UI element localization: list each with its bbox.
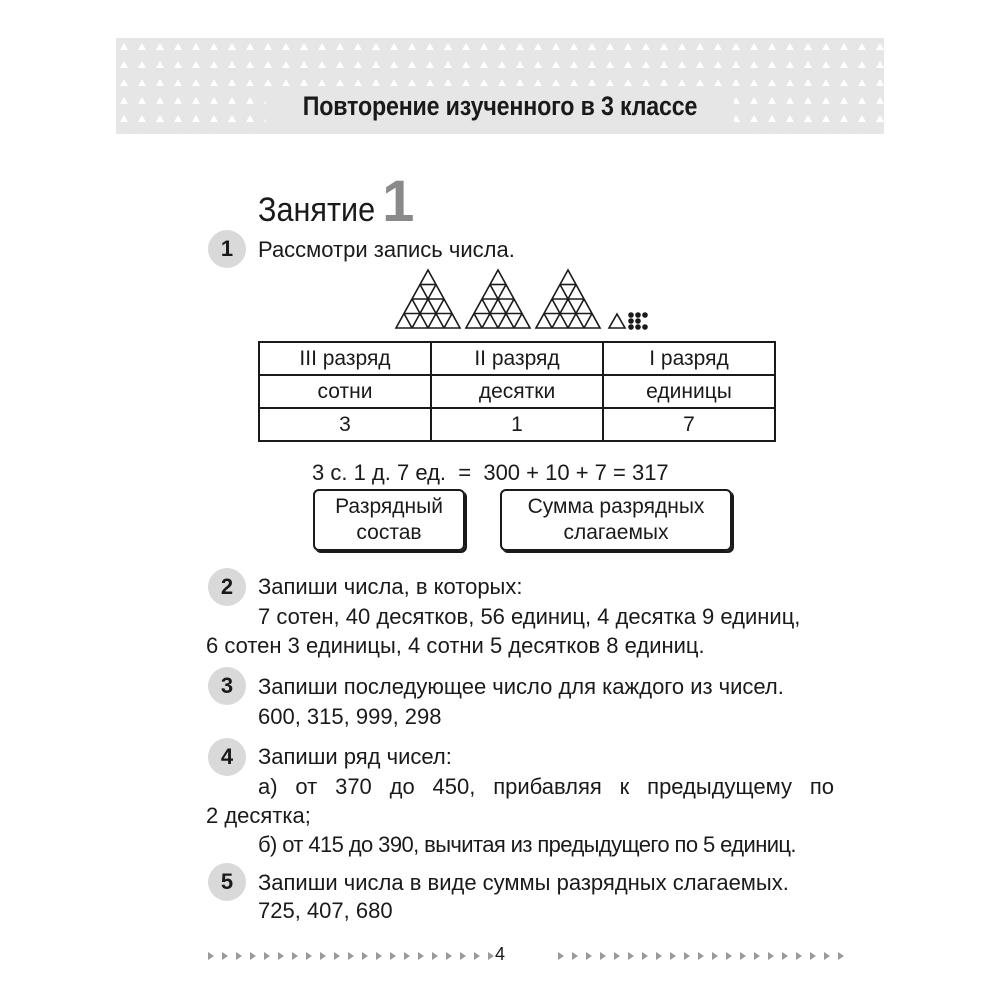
table-row	[259, 342, 775, 375]
table-cell: III разряд	[259, 342, 431, 375]
place-value-illustration	[394, 268, 654, 332]
lesson-number: 1	[382, 169, 415, 234]
task-4-line-1: Запиши ряд чисел:	[258, 744, 452, 769]
table-cell: 7	[603, 408, 775, 441]
place-value-table	[258, 341, 776, 442]
task-2-line-2: 7 сотен, 40 десятков, 56 единиц, 4 десятка 9 единиц,	[258, 604, 801, 629]
page-title: Повторение изученного в 3 классе	[302, 91, 698, 121]
lesson-heading	[258, 168, 414, 235]
label-right-line-1: Сумма разрядных	[527, 495, 705, 518]
label-left-line-2: состав	[356, 521, 422, 544]
task-2-line-1: Запиши числа, в которых:	[258, 574, 523, 599]
task-5-line-1: Запиши числа в виде суммы разрядных слагаемых.	[258, 870, 789, 895]
task-1-text: Рассмотри запись числа.	[258, 237, 515, 262]
label-box-right	[500, 489, 732, 551]
lesson-label: Занятие	[258, 191, 376, 229]
task-3-line-2: 600, 315, 999, 298	[258, 704, 442, 729]
task-number-5: 5	[208, 863, 246, 901]
label-box-left	[313, 489, 465, 551]
task-3-line-1: Запиши последующее число для каждого из чисел.	[258, 674, 784, 699]
label-right-line-2: слагаемых	[563, 521, 669, 544]
table-cell: 1	[431, 408, 603, 441]
task-4-line-4: б) от 415 до 390, вычитая из предыдущего по 5 единиц.	[258, 832, 796, 857]
label-left-line-1: Разрядный	[335, 495, 443, 518]
task-4-line-2: а) от 370 до 450, прибавляя к предыдущему по	[258, 774, 834, 799]
table-cell: I разряд	[603, 342, 775, 375]
task-4-line-3: 2 десятка;	[206, 803, 311, 828]
table-cell: сотни	[259, 375, 431, 408]
table-row	[259, 375, 775, 408]
task-number-4: 4	[208, 738, 246, 776]
task-2-line-3: 6 сотен 3 единицы, 4 сотни 5 десятков 8 единиц.	[206, 633, 705, 658]
task-number-3: 3	[208, 667, 246, 705]
table-cell: 3	[259, 408, 431, 441]
table-cell: десятки	[431, 375, 603, 408]
table-cell: единицы	[603, 375, 775, 408]
task-number-1: 1	[208, 230, 246, 268]
table-cell: II разряд	[431, 342, 603, 375]
task-5-line-2: 725, 407, 680	[258, 898, 393, 923]
table-row	[259, 408, 775, 441]
page-number: 4	[494, 944, 505, 964]
task-number-2: 2	[208, 568, 246, 606]
equation: 3 с. 1 д. 7 ед. = 300 + 10 + 7 = 317	[312, 460, 669, 485]
